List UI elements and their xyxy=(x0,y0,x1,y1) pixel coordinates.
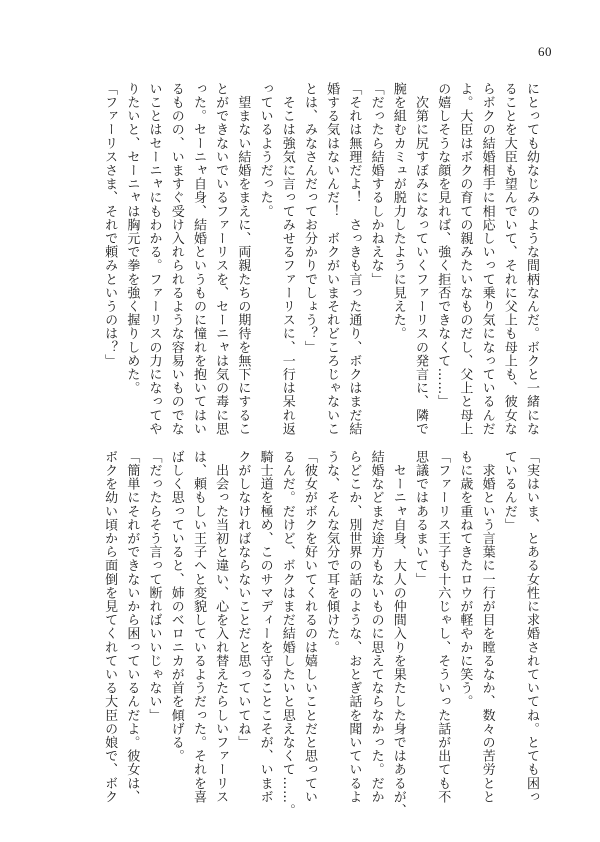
text-line: 「ファーリス王子も十六じゃし、そういった話が出ても不 xyxy=(435,450,451,804)
text-line: 腕を組むカミュが脱力したように見えた。 xyxy=(390,82,406,341)
text-line: ボクを幼い頃から面倒を見てくれている大臣の娘で、ボク xyxy=(102,450,118,804)
text-line: は、頼もしい王子へと変貌しているようだった。それを喜 xyxy=(190,450,206,804)
text-line: セーニャ自身、大人の仲間入りを果たした身ではあるが、 xyxy=(390,450,406,818)
text-line: らどこか、別世界の話のような、おとぎ話を聞いているよ xyxy=(346,450,362,804)
text-line: った。セーニャ自身、結婚というものに憧れを抱いてはい xyxy=(190,82,206,436)
text-line: 「ファーリスさま、それで頼みというのは？」 xyxy=(102,82,118,368)
text-line: 「それは無理だよ！ さっきも言った通り、ボクはまだ結 xyxy=(346,82,362,436)
text-line: 「実はいま、とある女性に求婚されていてね。とても困っ xyxy=(524,450,539,804)
text-line: いことはセーニャにもわかる。ファーリスの力になってや xyxy=(146,82,162,436)
text-block-upper xyxy=(98,82,542,436)
text-line: 「だったらそう言って断ればいいじゃない」 xyxy=(146,450,162,722)
text-line: クがしなければならないことだと思っていてね」 xyxy=(235,450,251,750)
text-line: にとっても幼なじみのような間柄なんだ。ボクと一緒にな xyxy=(524,82,539,436)
text-line: 思議ではあるまいて」 xyxy=(412,450,428,586)
text-line: らボクの結婚相手に相応しいって乗り気になっているんだ xyxy=(479,82,495,436)
text-line: りたいと、セーニャは胸元で拳を強く握りしめた。 xyxy=(124,82,140,395)
text-line: の嬉しそうな顔を見れば、強く拒否できなくて……」 xyxy=(435,82,451,409)
text-line: 次第に尻すぼみになっていくファーリスの発言に、隣で xyxy=(412,82,428,436)
text-line: 婚する気はないんだ！ ボクがいまそれどころじゃないこ xyxy=(324,82,340,436)
page-number: 60 xyxy=(538,44,552,59)
text-line: 結婚などまだ途方もないものに思えてならなかった。だか xyxy=(368,450,384,804)
text-line: そこは強気に言ってみせるファーリスに、一行は呆れ返 xyxy=(279,82,295,436)
text-line: 騎士道を極め、このサマディーを守ることこそが、いまボ xyxy=(257,450,273,804)
text-line: 「だったら結婚するしかねえな」 xyxy=(368,82,384,286)
text-line: っているようだった。 xyxy=(257,82,273,218)
text-line: うな、そんな気分で耳を傾けた。 xyxy=(324,450,340,654)
text-line: 出会った当初と違い、心を入れ替えたらしいファーリス xyxy=(213,450,229,804)
text-line: ることを大臣も望んでいて、それに父上も母上も、彼女な xyxy=(501,82,517,436)
text-line: 求婚という言葉に一行が目を瞠るなか、数々の苦労とと xyxy=(479,450,495,804)
text-line: とは、みなさんだってお分かりでしょう？」 xyxy=(301,82,317,354)
text-line: るんだ。だけど、ボクはまだ結婚したいと思えなくて……。 xyxy=(279,450,295,818)
text-line: 「彼女がボクを好いてくれるのは嬉しいことだと思ってい xyxy=(301,450,317,804)
text-line: ているんだ」 xyxy=(501,450,517,532)
text-line: よ。大臣はボクの育ての親みたいなものだし、父上と母上 xyxy=(457,82,473,436)
text-line: とができないでいるファーリスを、セーニャは気の毒に思 xyxy=(213,82,229,436)
text-block-lower xyxy=(98,450,542,818)
text-line: 望まない結婚をまえに、両親たちの期待を無下にするこ xyxy=(235,82,251,436)
text-line: るものの、いますぐ受け入れられるような容易いものでな xyxy=(168,82,184,436)
text-line: ばしく思っていると、姉のベロニカが首を傾げる。 xyxy=(168,450,184,763)
text-line: 「簡単にそれができないから困っているんだよ。彼女は、 xyxy=(124,450,140,804)
text-line: もに歳を重ねてきたロウが軽やかに笑う。 xyxy=(457,450,473,709)
